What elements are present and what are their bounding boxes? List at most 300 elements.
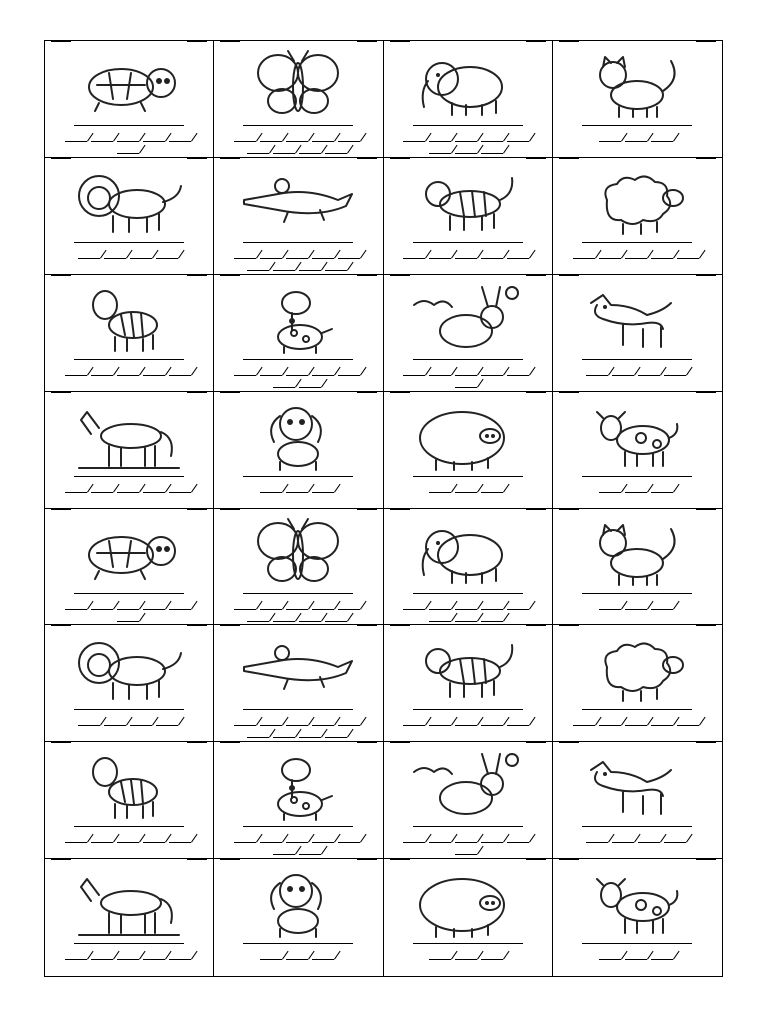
letter-slot[interactable] — [429, 609, 451, 610]
letter-slot[interactable] — [260, 959, 282, 960]
cut-mark — [559, 509, 579, 510]
animal-card-giraffe — [214, 275, 383, 392]
letter-slot[interactable] — [429, 621, 451, 622]
letter-slot[interactable] — [338, 258, 360, 259]
name-heading-line — [243, 943, 353, 944]
animal-card-sheep — [553, 158, 722, 275]
letter-slot[interactable] — [273, 270, 295, 271]
letter-slot[interactable] — [117, 492, 139, 493]
letter-slot[interactable] — [403, 609, 425, 610]
letter-slot[interactable] — [286, 725, 308, 726]
cut-mark — [526, 41, 546, 42]
name-heading-line — [243, 359, 353, 360]
letter-slot[interactable] — [143, 842, 165, 843]
letter-divider — [529, 834, 536, 843]
cut-mark — [559, 742, 579, 743]
letter-slot[interactable] — [481, 725, 503, 726]
cut-mark — [696, 41, 716, 42]
letter-slot[interactable] — [143, 375, 165, 376]
letter-slot[interactable] — [65, 375, 87, 376]
letter-slot[interactable] — [677, 725, 699, 726]
letter-slot[interactable] — [338, 842, 360, 843]
name-heading-line — [582, 125, 692, 126]
cut-mark — [357, 158, 377, 159]
cut-mark — [357, 509, 377, 510]
letter-slot[interactable] — [299, 270, 321, 271]
crocodile-icon — [238, 164, 358, 238]
letter-divider — [477, 846, 484, 855]
letter-slot[interactable] — [312, 959, 334, 960]
letter-slot[interactable] — [234, 141, 256, 142]
letter-slot[interactable] — [403, 725, 425, 726]
letter-slot[interactable] — [260, 842, 282, 843]
zebra-icon — [69, 281, 189, 355]
letter-slot[interactable] — [625, 725, 647, 726]
letter-slot[interactable] — [117, 621, 139, 622]
letter-slot[interactable] — [429, 959, 451, 960]
cut-mark — [220, 275, 240, 276]
letter-slot[interactable] — [260, 492, 282, 493]
letter-divider — [360, 133, 367, 142]
letter-slot[interactable] — [481, 141, 503, 142]
tiger-icon — [408, 631, 528, 705]
letter-divider — [139, 612, 146, 621]
letter-slot[interactable] — [338, 375, 360, 376]
cut-mark — [51, 158, 71, 159]
cut-mark — [390, 509, 410, 510]
letter-slot[interactable] — [91, 959, 113, 960]
cut-mark — [526, 392, 546, 393]
letter-slot[interactable] — [429, 141, 451, 142]
letter-divider — [191, 834, 198, 843]
letter-slot[interactable] — [117, 959, 139, 960]
cat-icon — [577, 47, 697, 121]
letter-slot[interactable] — [91, 375, 113, 376]
letter-slot[interactable] — [156, 258, 178, 259]
letter-slot[interactable] — [599, 959, 621, 960]
animal-card-horse — [45, 392, 214, 509]
letter-slot[interactable] — [312, 725, 334, 726]
animal-card-lion — [45, 625, 214, 742]
cut-mark — [526, 275, 546, 276]
letter-slot[interactable] — [234, 842, 256, 843]
animal-card-elephant — [384, 41, 553, 158]
letter-slot[interactable] — [65, 609, 87, 610]
letter-slot[interactable] — [156, 725, 178, 726]
cut-mark — [51, 509, 71, 510]
letter-slot[interactable] — [429, 375, 451, 376]
animal-card-turtle — [45, 41, 214, 158]
letter-slot[interactable] — [651, 492, 673, 493]
letter-slot[interactable] — [429, 725, 451, 726]
letter-slot[interactable] — [429, 492, 451, 493]
letter-slot[interactable] — [286, 959, 308, 960]
letter-slot[interactable] — [455, 959, 477, 960]
letter-slot[interactable] — [91, 842, 113, 843]
letter-slot[interactable] — [625, 141, 647, 142]
letter-slot[interactable] — [169, 375, 191, 376]
letter-slot[interactable] — [312, 609, 334, 610]
letter-divider — [360, 600, 367, 609]
letter-slot[interactable] — [78, 725, 100, 726]
letter-slot[interactable] — [612, 375, 634, 376]
animal-card-cow — [553, 859, 722, 976]
cut-mark — [187, 392, 207, 393]
letter-slot[interactable] — [625, 258, 647, 259]
letter-slot[interactable] — [299, 737, 321, 738]
letter-divider — [321, 846, 328, 855]
cut-mark — [526, 158, 546, 159]
letter-slot[interactable] — [651, 959, 673, 960]
letter-slot[interactable] — [677, 258, 699, 259]
tiger-icon — [408, 164, 528, 238]
letter-slot[interactable] — [403, 141, 425, 142]
letter-slot[interactable] — [234, 375, 256, 376]
letter-slot[interactable] — [299, 387, 321, 388]
letter-slot[interactable] — [455, 258, 477, 259]
letter-slot[interactable] — [599, 258, 621, 259]
letter-divider — [178, 717, 185, 726]
letter-slot[interactable] — [65, 492, 87, 493]
cut-mark — [390, 742, 410, 743]
giraffe-icon — [238, 281, 358, 355]
letter-slot[interactable] — [234, 725, 256, 726]
letter-slot[interactable] — [286, 141, 308, 142]
crocodile-icon — [238, 631, 358, 705]
letter-slot[interactable] — [455, 842, 477, 843]
letter-slot[interactable] — [117, 153, 139, 154]
letter-slot[interactable] — [481, 153, 503, 154]
letter-divider — [529, 367, 536, 376]
letter-slot[interactable] — [338, 725, 360, 726]
animal-card-dog — [214, 392, 383, 509]
cut-mark — [559, 625, 579, 626]
cut-mark — [390, 41, 410, 42]
cut-mark — [187, 158, 207, 159]
animal-card-pig — [384, 392, 553, 509]
letter-slot[interactable] — [651, 609, 673, 610]
cat-icon — [577, 515, 697, 589]
letter-divider — [347, 262, 354, 271]
name-heading-line — [413, 826, 523, 827]
name-heading-line — [413, 943, 523, 944]
name-heading-line — [582, 943, 692, 944]
letter-slot[interactable] — [169, 842, 191, 843]
letter-slot[interactable] — [247, 153, 269, 154]
letter-slot[interactable] — [481, 492, 503, 493]
letter-divider — [139, 145, 146, 154]
letter-slot[interactable] — [143, 492, 165, 493]
name-heading-line — [582, 826, 692, 827]
animal-card-rabbit — [384, 742, 553, 859]
letter-slot[interactable] — [481, 375, 503, 376]
cut-mark — [696, 625, 716, 626]
cut-mark — [51, 625, 71, 626]
letter-slot[interactable] — [625, 492, 647, 493]
name-heading-line — [243, 125, 353, 126]
letter-slot[interactable] — [481, 842, 503, 843]
cut-mark — [390, 625, 410, 626]
cut-mark — [187, 625, 207, 626]
cut-mark — [220, 392, 240, 393]
letter-slot[interactable] — [455, 725, 477, 726]
letter-slot[interactable] — [286, 609, 308, 610]
letter-slot[interactable] — [78, 258, 100, 259]
animal-card-horse — [45, 859, 214, 976]
letter-slot[interactable] — [325, 270, 347, 271]
letter-slot[interactable] — [325, 737, 347, 738]
animal-card-cow — [553, 392, 722, 509]
letter-slot[interactable] — [481, 959, 503, 960]
cut-mark — [220, 41, 240, 42]
cut-mark — [187, 509, 207, 510]
letter-slot[interactable] — [273, 621, 295, 622]
letter-slot[interactable] — [429, 842, 451, 843]
letter-slot[interactable] — [651, 725, 673, 726]
letter-slot[interactable] — [664, 375, 686, 376]
letter-slot[interactable] — [260, 141, 282, 142]
letter-slot[interactable] — [481, 258, 503, 259]
letter-slot[interactable] — [599, 725, 621, 726]
letter-slot[interactable] — [104, 258, 126, 259]
letter-slot[interactable] — [260, 725, 282, 726]
cut-mark — [559, 392, 579, 393]
letter-slot[interactable] — [651, 258, 673, 259]
letter-slot[interactable] — [338, 141, 360, 142]
turtle-icon — [69, 515, 189, 589]
cut-mark — [51, 742, 71, 743]
letter-slot[interactable] — [455, 387, 477, 388]
cut-mark — [526, 742, 546, 743]
pig-icon — [408, 398, 528, 472]
letter-slot[interactable] — [507, 842, 529, 843]
cut-mark — [559, 41, 579, 42]
letter-slot[interactable] — [403, 842, 425, 843]
letter-slot[interactable] — [104, 725, 126, 726]
letter-divider — [334, 483, 341, 492]
letter-slot[interactable] — [273, 737, 295, 738]
cut-mark — [357, 742, 377, 743]
letter-slot[interactable] — [286, 842, 308, 843]
animal-card-zebra — [45, 275, 214, 392]
letter-slot[interactable] — [455, 609, 477, 610]
letter-slot[interactable] — [260, 258, 282, 259]
butterfly-icon — [238, 47, 358, 121]
letter-slot[interactable] — [507, 258, 529, 259]
name-heading-line — [74, 826, 184, 827]
letter-slot[interactable] — [403, 375, 425, 376]
letter-slot[interactable] — [169, 141, 191, 142]
letter-divider — [699, 717, 706, 726]
letter-slot[interactable] — [247, 737, 269, 738]
letter-slot[interactable] — [247, 270, 269, 271]
letter-divider — [178, 250, 185, 259]
letter-slot[interactable] — [481, 621, 503, 622]
letter-slot[interactable] — [65, 959, 87, 960]
letter-slot[interactable] — [455, 492, 477, 493]
cut-mark — [51, 41, 71, 42]
letter-divider — [529, 600, 536, 609]
letter-slot[interactable] — [65, 141, 87, 142]
letter-slot[interactable] — [507, 609, 529, 610]
letter-divider — [503, 145, 510, 154]
letter-slot[interactable] — [234, 258, 256, 259]
dog-icon — [238, 398, 358, 472]
letter-slot[interactable] — [234, 609, 256, 610]
letter-slot[interactable] — [312, 492, 334, 493]
letter-slot[interactable] — [455, 153, 477, 154]
letter-slot[interactable] — [599, 141, 621, 142]
letter-slot[interactable] — [299, 621, 321, 622]
letter-slot[interactable] — [481, 609, 503, 610]
letter-slot[interactable] — [599, 609, 621, 610]
name-heading-line — [243, 709, 353, 710]
cut-mark — [357, 41, 377, 42]
cut-mark — [220, 742, 240, 743]
letter-divider — [360, 717, 367, 726]
letter-divider — [503, 951, 510, 960]
letter-slot[interactable] — [91, 609, 113, 610]
cut-mark — [696, 158, 716, 159]
cut-mark — [559, 859, 579, 860]
letter-slot[interactable] — [130, 725, 152, 726]
letter-slot[interactable] — [651, 141, 673, 142]
letter-slot[interactable] — [507, 141, 529, 142]
letter-slot[interactable] — [507, 725, 529, 726]
animal-card-crocodile — [214, 158, 383, 275]
animal-card-dog — [214, 859, 383, 976]
elephant-icon — [408, 47, 528, 121]
cut-mark — [187, 742, 207, 743]
letter-slot[interactable] — [117, 609, 139, 610]
letter-slot[interactable] — [664, 842, 686, 843]
letter-slot[interactable] — [455, 141, 477, 142]
cut-mark — [220, 158, 240, 159]
cut-mark — [696, 509, 716, 510]
letter-slot[interactable] — [247, 621, 269, 622]
animal-card-cat — [553, 41, 722, 158]
animal-card-elephant — [384, 509, 553, 626]
letter-slot[interactable] — [403, 258, 425, 259]
letter-slot[interactable] — [143, 959, 165, 960]
wolf-icon — [577, 281, 697, 355]
letter-slot[interactable] — [286, 375, 308, 376]
letter-slot[interactable] — [117, 375, 139, 376]
name-heading-line — [413, 242, 523, 243]
letter-slot[interactable] — [273, 854, 295, 855]
zebra-icon — [69, 748, 189, 822]
letter-slot[interactable] — [312, 258, 334, 259]
worksheet-grid — [44, 40, 723, 977]
letter-slot[interactable] — [325, 621, 347, 622]
cut-mark — [187, 859, 207, 860]
letter-slot[interactable] — [638, 842, 660, 843]
letter-slot[interactable] — [299, 854, 321, 855]
letter-slot[interactable] — [169, 492, 191, 493]
letter-slot[interactable] — [507, 375, 529, 376]
letter-slot[interactable] — [273, 153, 295, 154]
letter-slot[interactable] — [143, 609, 165, 610]
elephant-icon — [408, 515, 528, 589]
name-heading-line — [413, 476, 523, 477]
letter-divider — [347, 612, 354, 621]
cut-mark — [390, 275, 410, 276]
letter-slot[interactable] — [169, 959, 191, 960]
letter-divider — [699, 250, 706, 259]
cut-mark — [51, 859, 71, 860]
letter-slot[interactable] — [117, 141, 139, 142]
letter-slot[interactable] — [312, 141, 334, 142]
letter-slot[interactable] — [286, 492, 308, 493]
letter-slot[interactable] — [130, 258, 152, 259]
letter-slot[interactable] — [117, 842, 139, 843]
letter-slot[interactable] — [455, 621, 477, 622]
cut-mark — [559, 158, 579, 159]
butterfly-icon — [238, 515, 358, 589]
animal-card-lion — [45, 158, 214, 275]
letter-slot[interactable] — [286, 258, 308, 259]
letter-slot[interactable] — [573, 258, 595, 259]
cut-mark — [357, 859, 377, 860]
letter-slot[interactable] — [455, 854, 477, 855]
name-heading-line — [74, 943, 184, 944]
letter-divider — [686, 834, 693, 843]
letter-slot[interactable] — [91, 141, 113, 142]
letter-slot[interactable] — [612, 842, 634, 843]
letter-slot[interactable] — [260, 375, 282, 376]
letter-slot[interactable] — [455, 375, 477, 376]
name-heading-line — [413, 359, 523, 360]
letter-slot[interactable] — [586, 842, 608, 843]
letter-slot[interactable] — [299, 153, 321, 154]
letter-slot[interactable] — [91, 492, 113, 493]
cut-mark — [696, 392, 716, 393]
letter-slot[interactable] — [573, 725, 595, 726]
letter-divider — [503, 612, 510, 621]
cut-mark — [357, 625, 377, 626]
rabbit-icon — [408, 748, 528, 822]
letter-slot[interactable] — [312, 375, 334, 376]
cow-icon — [577, 865, 697, 939]
letter-divider — [191, 483, 198, 492]
dog-icon — [238, 865, 358, 939]
letter-slot[interactable] — [143, 141, 165, 142]
letter-divider — [673, 951, 680, 960]
letter-divider — [191, 951, 198, 960]
letter-slot[interactable] — [260, 609, 282, 610]
letter-slot[interactable] — [625, 609, 647, 610]
letter-slot[interactable] — [273, 387, 295, 388]
cut-mark — [187, 41, 207, 42]
letter-slot[interactable] — [169, 609, 191, 610]
animal-card-tiger — [384, 625, 553, 742]
letter-slot[interactable] — [599, 492, 621, 493]
letter-divider — [503, 483, 510, 492]
letter-slot[interactable] — [312, 842, 334, 843]
letter-slot[interactable] — [625, 959, 647, 960]
letter-slot[interactable] — [429, 258, 451, 259]
letter-slot[interactable] — [638, 375, 660, 376]
animal-card-cat — [553, 509, 722, 626]
cut-mark — [357, 392, 377, 393]
letter-slot[interactable] — [429, 153, 451, 154]
cut-mark — [696, 742, 716, 743]
letter-slot[interactable] — [586, 375, 608, 376]
letter-slot[interactable] — [65, 842, 87, 843]
letter-slot[interactable] — [338, 609, 360, 610]
letter-slot[interactable] — [325, 153, 347, 154]
animal-card-wolf — [553, 742, 722, 859]
